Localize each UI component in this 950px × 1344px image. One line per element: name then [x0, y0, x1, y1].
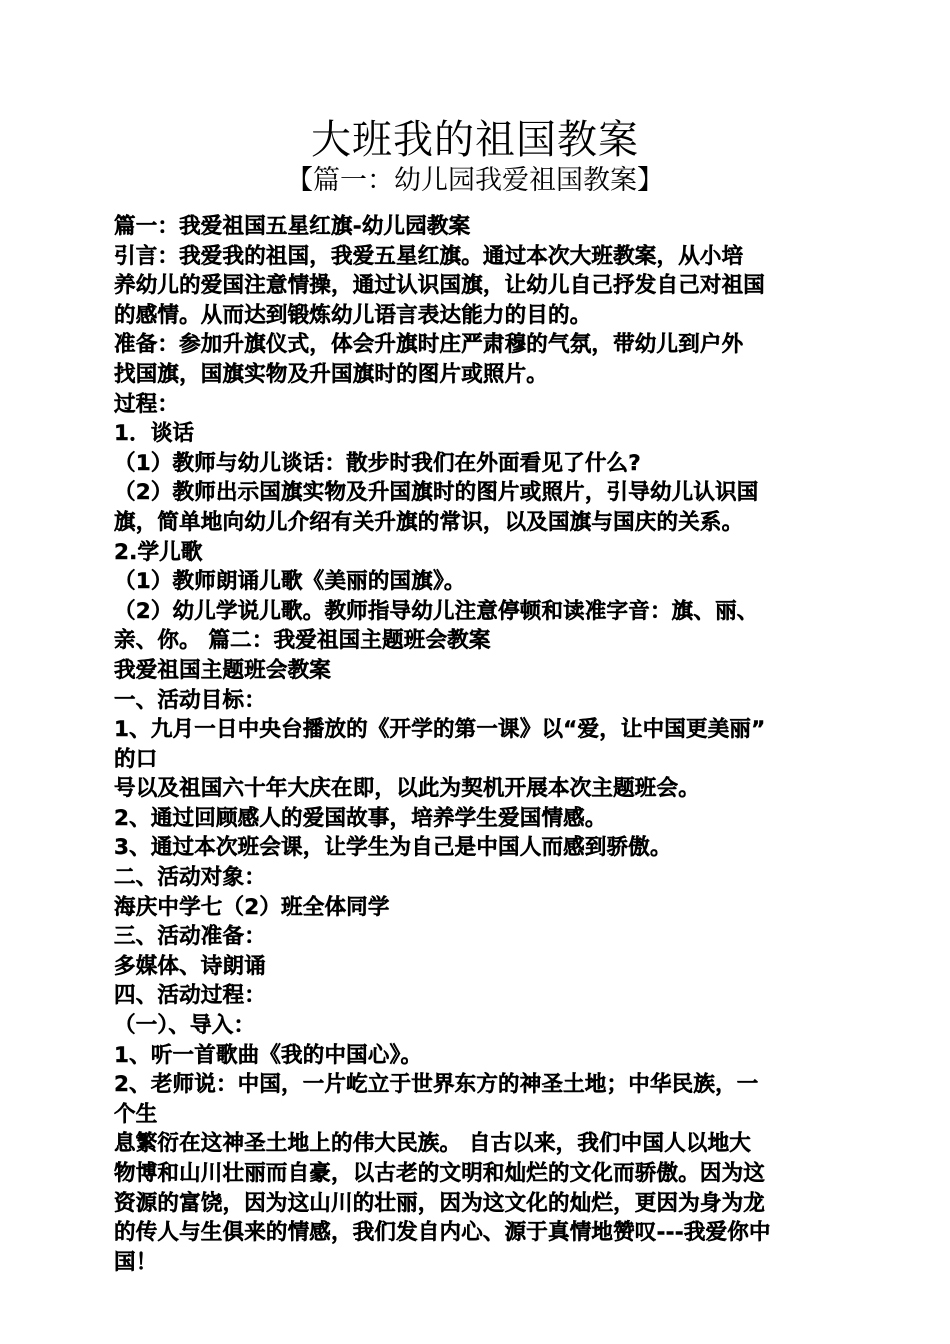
- text-line: 篇一：我爱祖国五星红旗-幼儿园教案: [114, 214, 471, 239]
- text-line: 息繁衍在这神圣土地上的伟大民族。 自古以来，我们中国人以地大: [114, 1131, 751, 1157]
- text-line: 二、活动对象：: [114, 865, 266, 891]
- text-line: 过程：: [114, 391, 180, 417]
- document-title: 大班我的祖国教案: [311, 117, 639, 163]
- text-line: 旗，简单地向幼儿介绍有关升旗的常识，以及国旗与国庆的关系。: [114, 509, 744, 535]
- text-line: 2、老师说：中国，一片屹立于世界东方的神圣土地；中华民族，一: [114, 1072, 759, 1098]
- text-line: （一）、导入：: [114, 1013, 256, 1039]
- text-line: 个生: [114, 1101, 158, 1127]
- text-line: 1、听一首歌曲《我的中国心》。: [114, 1042, 423, 1068]
- document-subtitle: 【篇一：幼儿园我爱祖国教案】: [286, 165, 664, 196]
- text-line: （1）教师与幼儿谈话：散步时我们在外面看见了什么?: [114, 450, 641, 476]
- text-line: 准备：参加升旗仪式，体会升旗时庄严肃穆的气氛，带幼儿到户外: [114, 332, 744, 358]
- text-line: （2）教师出示国旗实物及升国旗时的图片或照片，引导幼儿认识国: [114, 480, 759, 506]
- document-body: [114, 212, 836, 1277]
- text-line: 号以及祖国六十年大庆在即，以此为契机开展本次主题班会。: [114, 776, 700, 802]
- text-line: 养幼儿的爱国注意情操，通过认识国旗，让幼儿自己抒发自己对祖国: [114, 273, 766, 299]
- text-line: 1、九月一日中央台播放的《开学的第一课》以“爱，让中国更美丽”: [114, 717, 766, 743]
- text-line: 3、通过本次班会课，让学生为自己是中国人而感到骄傲。: [114, 835, 672, 861]
- text-line: 亲、你。 篇二：我爱祖国主题班会教案: [114, 628, 491, 654]
- text-line: 引言：我爱我的祖国，我爱五星红旗。通过本次大班教案，从小培: [114, 243, 744, 269]
- text-line: 2.学儿歌: [114, 539, 203, 565]
- text-line: 的口: [114, 746, 158, 772]
- text-line: （1）教师朗诵儿歌《美丽的国旗》。: [114, 569, 466, 595]
- text-line: （2）幼儿学说儿歌。教师指导幼儿注意停顿和读准字音：旗、丽、: [114, 598, 759, 624]
- text-line: 物博和山川壮丽而自豪，以古老的文明和灿烂的文化而骄傲。因为这: [114, 1161, 766, 1186]
- text-line: 2、通过回顾感人的爱国故事，培养学生爱国情感。: [114, 805, 607, 831]
- text-line: 1．谈话: [114, 421, 195, 447]
- text-line: 资源的富饶，因为这山川的壮丽，因为这文化的灿烂，更因为身为龙: [114, 1190, 766, 1216]
- text-line: 三、活动准备：: [114, 924, 266, 950]
- text-line: 我爱祖国主题班会教案: [114, 657, 332, 683]
- text-line: 的感情。从而达到锻炼幼儿语言表达能力的目的。: [114, 302, 592, 328]
- text-line: 国！: [114, 1249, 158, 1275]
- text-line: 四、活动过程：: [114, 983, 266, 1009]
- text-line: 找国旗，国旗实物及升国旗时的图片或照片。: [114, 361, 549, 387]
- text-line: 多媒体、诗朗诵: [114, 953, 266, 979]
- text-line: 海庆中学七（2）班全体同学: [114, 894, 390, 920]
- text-line: 一、活动目标：: [114, 687, 266, 713]
- text-line: 的传人与生俱来的情感，我们发自内心、源于真情地赞叹---我爱你中: [114, 1220, 771, 1246]
